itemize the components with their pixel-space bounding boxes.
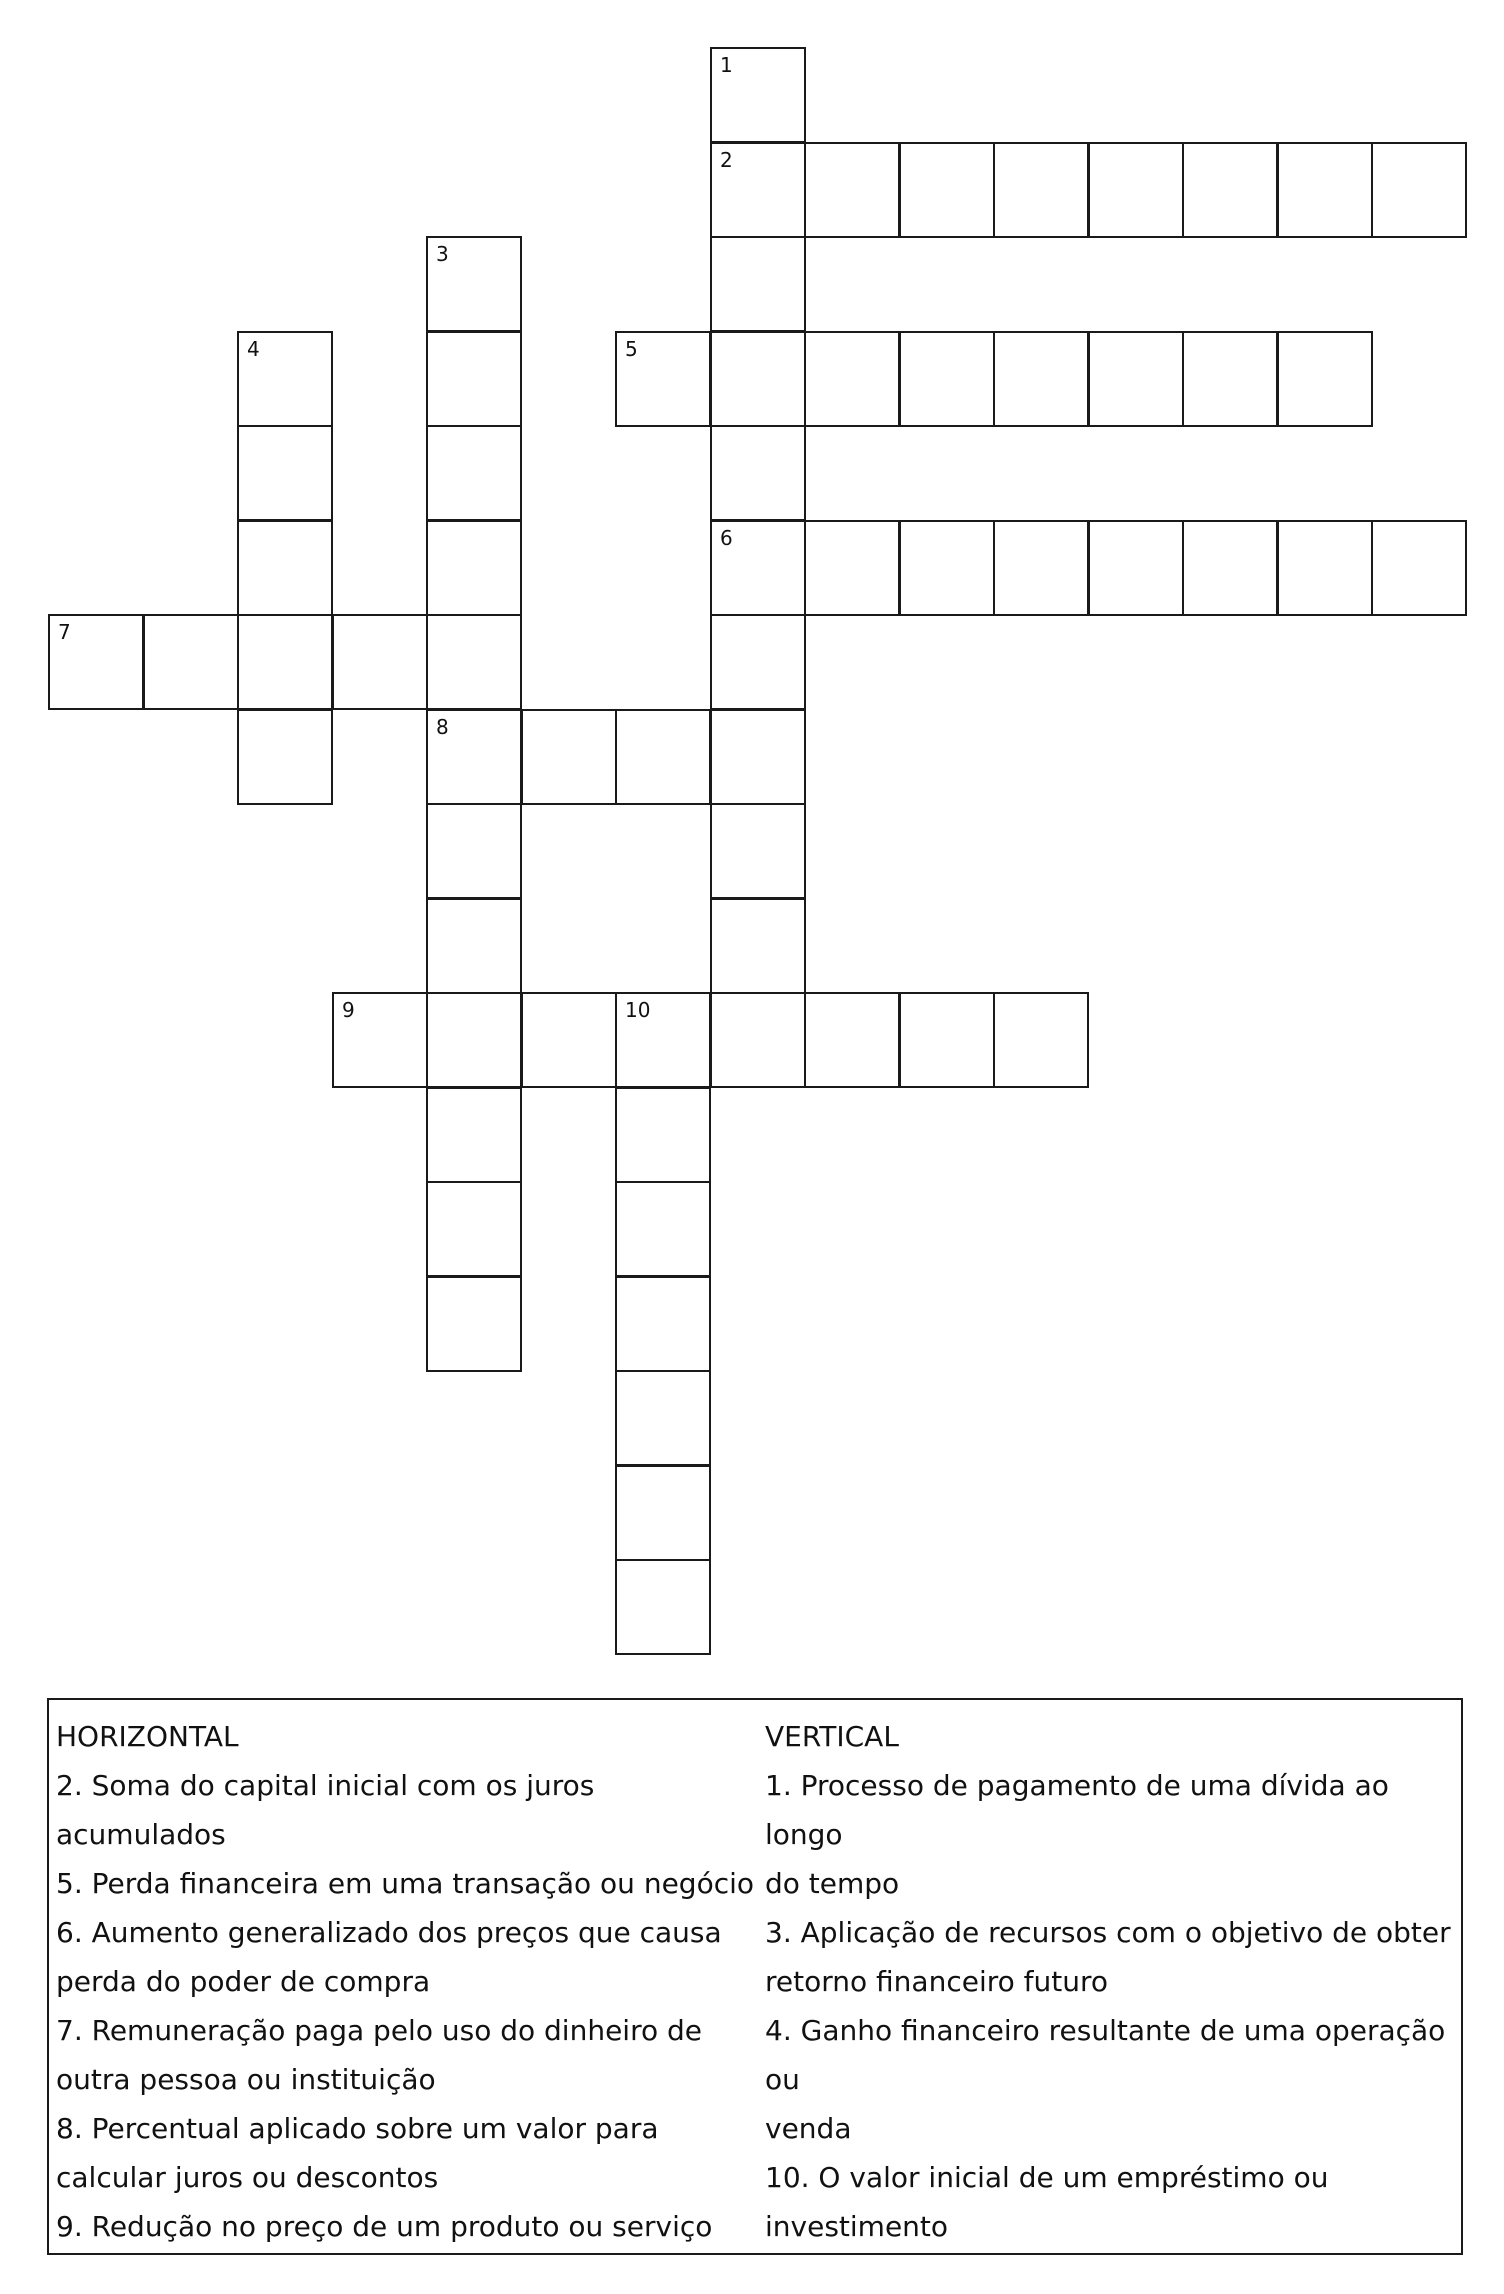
grid-cell[interactable] [804, 992, 900, 1088]
grid-cell[interactable] [615, 992, 711, 1088]
grid-cell[interactable] [143, 614, 239, 710]
grid-cell[interactable] [615, 1370, 711, 1466]
clue-line: 9. Redução no preço de um produto ou serviço [56, 2210, 713, 2243]
grid-cell[interactable] [1088, 331, 1184, 427]
grid-cell[interactable] [48, 614, 144, 710]
grid-cell[interactable] [1277, 142, 1373, 238]
grid-cell[interactable] [237, 425, 333, 521]
grid-cell[interactable] [615, 1087, 711, 1183]
grid-cell[interactable] [426, 520, 522, 616]
clue-line: 6. Aumento generalizado dos preços que causa [56, 1916, 722, 1949]
grid-cell[interactable] [899, 142, 995, 238]
grid-cell[interactable] [1277, 331, 1373, 427]
grid-cell[interactable] [1088, 520, 1184, 616]
horizontal-heading: HORIZONTAL [56, 1720, 239, 1753]
grid-cell[interactable] [426, 898, 522, 994]
grid-cell[interactable] [332, 614, 428, 710]
grid-cell[interactable] [1182, 331, 1278, 427]
clue-number: 9 [342, 998, 355, 1022]
clue-line: retorno financeiro futuro [765, 1965, 1108, 1998]
clue-line: 4. Ganho financeiro resultante de uma operação ou [765, 2014, 1446, 2096]
clue-line: 5. Perda financeira em uma transação ou negócio [56, 1867, 755, 1900]
clue-line: 7. Remuneração paga pelo uso do dinheiro de [56, 2014, 703, 2047]
clue-number: 1 [720, 53, 733, 77]
grid-cell[interactable] [426, 331, 522, 427]
clue-number: 5 [625, 337, 638, 361]
grid-cell[interactable] [1182, 520, 1278, 616]
grid-cell[interactable] [1371, 520, 1467, 616]
clue-number: 7 [58, 620, 71, 644]
grid-cell[interactable] [521, 709, 617, 805]
vertical-heading: VERTICAL [765, 1720, 899, 1753]
grid-cell[interactable] [899, 992, 995, 1088]
grid-cell[interactable] [615, 1559, 711, 1655]
clue-line: 1. Processo de pagamento de uma dívida ao longo [765, 1769, 1389, 1851]
clue-number: 4 [247, 337, 260, 361]
clue-line: venda [765, 2112, 852, 2145]
horizontal-clues-column [56, 1712, 756, 2251]
grid-cell[interactable] [426, 1276, 522, 1372]
grid-cell[interactable] [993, 992, 1089, 1088]
grid-cell[interactable] [426, 425, 522, 521]
grid-cell[interactable] [710, 898, 806, 994]
clue-line: investimento [765, 2210, 949, 2243]
grid-cell[interactable] [426, 803, 522, 899]
clues-box [47, 1698, 1463, 2255]
clue-number: 2 [720, 148, 733, 172]
grid-cell[interactable] [1277, 520, 1373, 616]
grid-cell[interactable] [426, 614, 522, 710]
grid-cell[interactable] [615, 1276, 711, 1372]
grid-cell[interactable] [615, 331, 711, 427]
grid-cell[interactable] [710, 992, 806, 1088]
grid-cell[interactable] [237, 614, 333, 710]
grid-cell[interactable] [899, 331, 995, 427]
grid-cell[interactable] [710, 142, 806, 238]
grid-cell[interactable] [1371, 142, 1467, 238]
grid-cell[interactable] [804, 331, 900, 427]
grid-cell[interactable] [426, 236, 522, 332]
clue-line: do tempo [765, 1867, 900, 1900]
grid-cell[interactable] [426, 992, 522, 1088]
grid-cell[interactable] [237, 331, 333, 427]
grid-cell[interactable] [710, 236, 806, 332]
grid-cell[interactable] [993, 331, 1089, 427]
grid-cell[interactable] [899, 520, 995, 616]
clue-line: calcular juros ou descontos [56, 2161, 439, 2194]
clue-number: 6 [720, 526, 733, 550]
grid-cell[interactable] [710, 331, 806, 427]
grid-cell[interactable] [710, 47, 806, 143]
grid-cell[interactable] [426, 1181, 522, 1277]
clue-number: 3 [436, 242, 449, 266]
clue-line: 10. O valor inicial de um empréstimo ou [765, 2161, 1329, 2194]
grid-cell[interactable] [993, 520, 1089, 616]
grid-cell[interactable] [332, 992, 428, 1088]
grid-cell[interactable] [710, 614, 806, 710]
grid-cell[interactable] [237, 709, 333, 805]
grid-cell[interactable] [804, 142, 900, 238]
grid-cell[interactable] [710, 709, 806, 805]
grid-cell[interactable] [521, 992, 617, 1088]
clue-number: 10 [625, 998, 651, 1022]
grid-cell[interactable] [993, 142, 1089, 238]
clue-number: 8 [436, 715, 449, 739]
grid-cell[interactable] [710, 803, 806, 899]
grid-cell[interactable] [710, 425, 806, 521]
grid-cell[interactable] [426, 1087, 522, 1183]
grid-cell[interactable] [615, 709, 711, 805]
vertical-clues-column [765, 1712, 1455, 2251]
grid-cell[interactable] [804, 520, 900, 616]
clue-line: 2. Soma do capital inicial com os juros acumulados [56, 1769, 595, 1851]
grid-cell[interactable] [237, 520, 333, 616]
clue-line: 3. Aplicação de recursos com o objetivo de obter [765, 1916, 1451, 1949]
grid-cell[interactable] [1182, 142, 1278, 238]
grid-cell[interactable] [1088, 142, 1184, 238]
clue-line: outra pessoa ou instituição [56, 2063, 436, 2096]
clue-line: 8. Percentual aplicado sobre um valor para [56, 2112, 659, 2145]
clue-line: perda do poder de compra [56, 1965, 431, 1998]
grid-cell[interactable] [615, 1465, 711, 1561]
grid-cell[interactable] [615, 1181, 711, 1277]
grid-cell[interactable] [426, 709, 522, 805]
grid-cell[interactable] [710, 520, 806, 616]
